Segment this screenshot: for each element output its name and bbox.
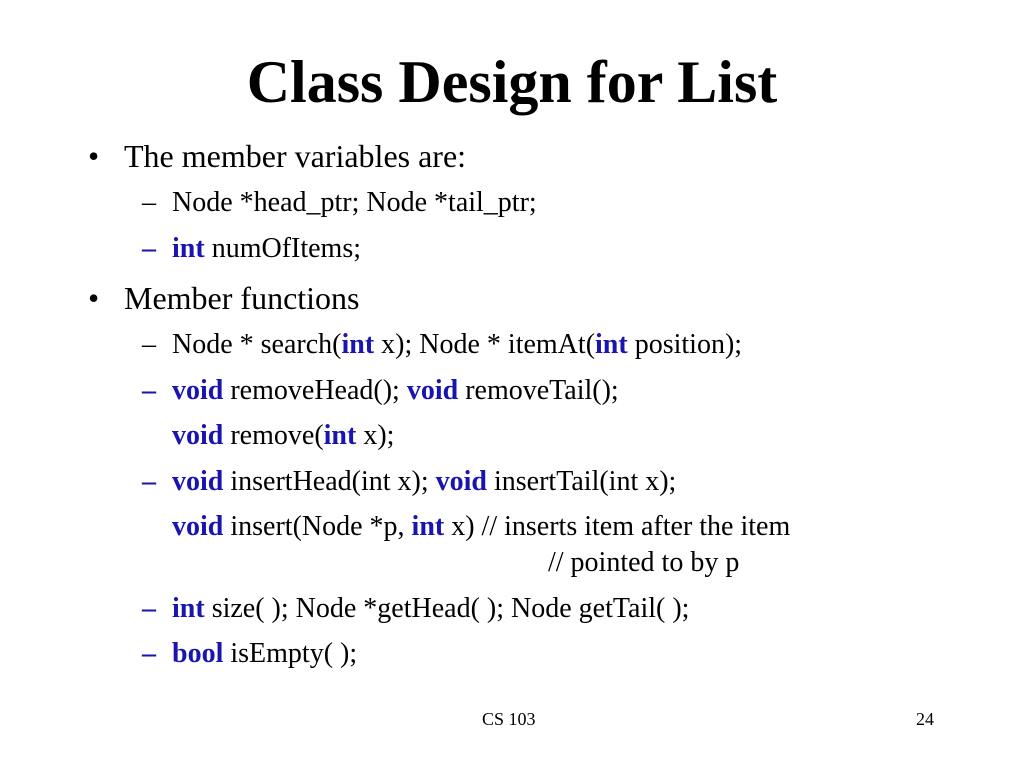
footer-page-number: 24 <box>916 709 934 729</box>
bullet-text: Member functions <box>124 280 360 316</box>
sub-item-text: int numOfItems; <box>172 233 361 264</box>
dash-icon: – <box>142 638 156 669</box>
slide-title: Class Design for List <box>246 49 778 115</box>
sub-item-remove: void remove(int x); <box>172 420 395 451</box>
sub-item-text: Node * search(int x); Node * itemAt(int position); <box>172 329 743 360</box>
bullet-icon: • <box>88 138 100 174</box>
sub-item-text: int size( ); Node *getHead( ); Node getTail( ); <box>172 593 690 624</box>
sub-item-text: void insertHead(int x); void insertTail(int x); <box>172 466 677 497</box>
sub-item-text: bool isEmpty( ); <box>172 638 358 669</box>
footer-course: CS 103 <box>482 709 536 729</box>
dash-icon: – <box>142 466 156 497</box>
dash-icon: – <box>142 329 156 360</box>
bullet-text: The member variables are: <box>124 138 467 174</box>
dash-icon: – <box>142 375 156 406</box>
sub-item-insert: void insert(Node *p, int x) // inserts item after the item <box>172 511 791 542</box>
sub-item-text: void removeHead(); void removeTail(); <box>172 375 619 406</box>
insert-comment: // pointed to by p <box>548 547 740 578</box>
dash-icon: – <box>142 187 156 218</box>
sub-item-text: Node *head_ptr; Node *tail_ptr; <box>172 187 537 218</box>
dash-icon: – <box>142 233 156 264</box>
bullet-icon: • <box>88 280 100 316</box>
dash-icon: – <box>142 593 156 624</box>
